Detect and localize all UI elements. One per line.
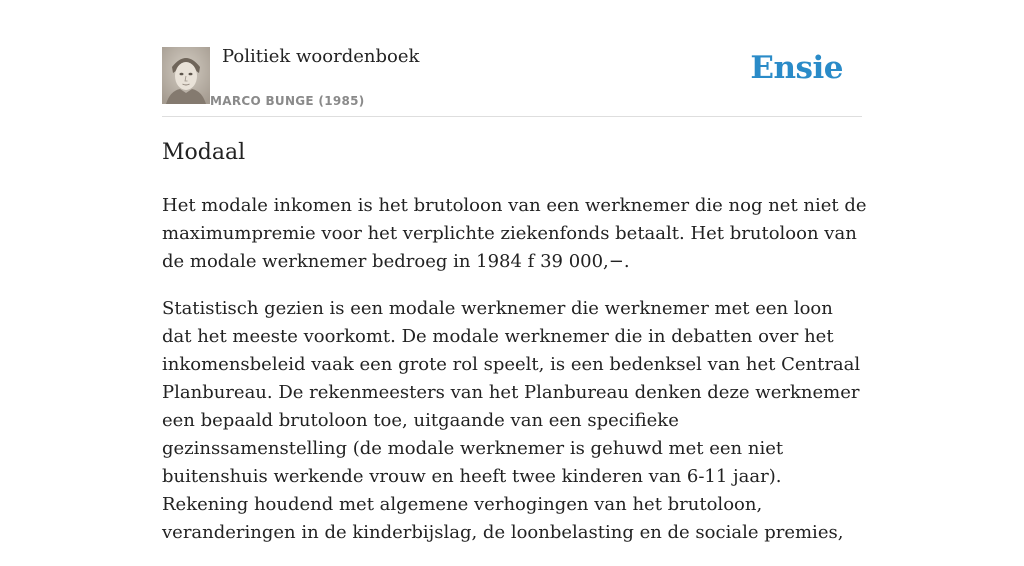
- author-name[interactable]: MARCO BUNGE (1985): [210, 94, 365, 108]
- entry-body: [162, 192, 867, 566]
- page-header: [162, 40, 862, 117]
- entry-title: Modaal: [162, 140, 246, 165]
- author-portrait-image: [162, 47, 210, 104]
- author-avatar[interactable]: [162, 47, 210, 104]
- entry-paragraph: Het modale inkomen is het brutoloon van een werknemer die nog net niet de maximumpremie voor het verplichte ziekenfonds betaalt. Het brutoloon van de modale werknemer bedroeg in 1984 f 39 000,−.: [162, 195, 867, 272]
- entry-paragraph: Statistisch gezien is een modale werknemer die werknemer met een loon dat het meeste voorkomt. De modale werknemer die in debatten over het inkomensbeleid vaak een grote rol speelt, is een bedenksel van het Centraal Planbureau. De rekenmeesters van het Planbureau denken deze werknemer een bepaald brutoloon toe, uitgaande van een specifieke gezinssamenstelling (de modale werknemer is gehuwd met een niet buitenshuis werkende vrouw en heeft twee kinderen van 6-11 jaar). Rekening houdend met algemene verhogingen van het brutoloon, veranderingen in de kinderbijslag, de loonbelasting en de sociale premies,: [162, 298, 861, 543]
- site-logo[interactable]: Ensie: [750, 50, 843, 86]
- book-title[interactable]: Politiek woordenboek: [222, 46, 420, 67]
